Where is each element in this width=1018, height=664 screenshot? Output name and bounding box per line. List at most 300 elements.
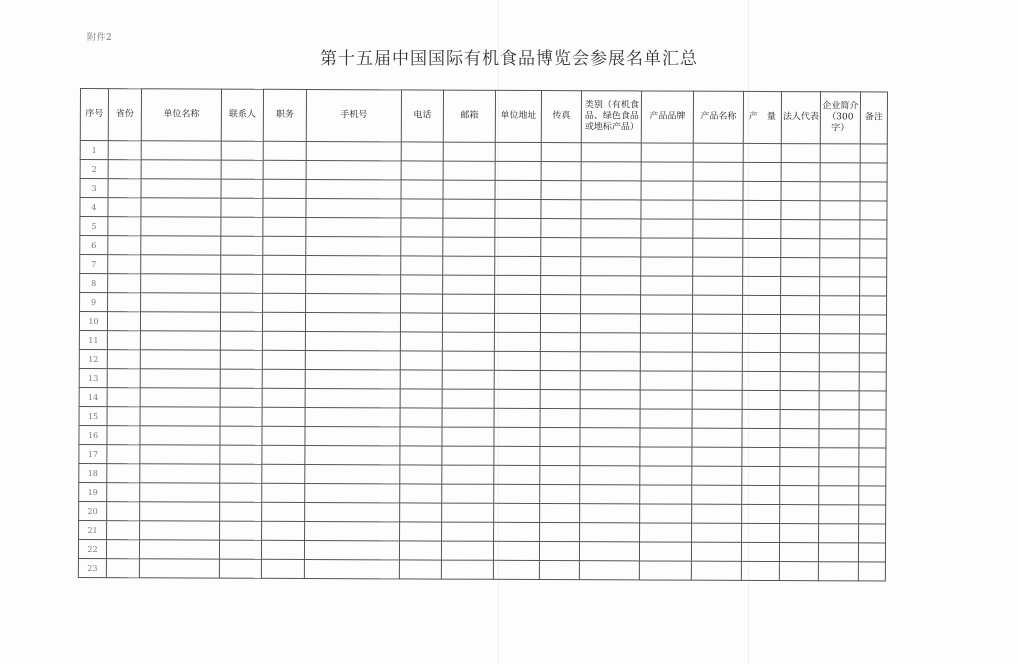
empty-cell <box>693 219 743 238</box>
empty-cell <box>693 162 743 181</box>
empty-cell <box>743 162 781 181</box>
empty-cell <box>580 371 640 390</box>
empty-cell <box>108 217 141 236</box>
empty-cell <box>742 314 780 333</box>
empty-cell <box>262 388 305 407</box>
empty-cell <box>221 293 263 312</box>
empty-cell <box>443 256 495 275</box>
empty-cell <box>305 483 400 502</box>
empty-cell <box>743 238 781 257</box>
empty-cell <box>640 428 692 447</box>
empty-cell <box>107 369 140 388</box>
empty-cell <box>140 331 220 350</box>
empty-cell <box>494 351 540 370</box>
empty-cell <box>305 445 400 464</box>
empty-cell <box>820 163 860 182</box>
empty-cell <box>305 502 400 521</box>
empty-cell <box>692 485 742 504</box>
empty-cell <box>540 428 580 447</box>
empty-cell <box>263 217 306 236</box>
empty-cell <box>693 238 743 257</box>
empty-cell <box>262 521 305 540</box>
empty-cell <box>859 334 886 353</box>
row-number-cell: 20 <box>79 501 107 520</box>
header-cell: 手机号 <box>306 89 401 141</box>
empty-cell <box>818 562 858 581</box>
empty-cell <box>743 257 781 276</box>
empty-cell <box>692 333 742 352</box>
empty-cell <box>107 464 140 483</box>
empty-cell <box>494 389 540 408</box>
header-cell: 单位名称 <box>141 89 221 141</box>
empty-cell <box>580 447 640 466</box>
empty-cell <box>743 219 781 238</box>
empty-cell <box>400 465 442 484</box>
empty-cell <box>263 198 306 217</box>
empty-cell <box>539 561 579 580</box>
empty-cell <box>305 407 400 426</box>
row-number-cell: 1 <box>80 141 108 160</box>
empty-cell <box>540 485 580 504</box>
empty-cell <box>263 255 306 274</box>
empty-cell <box>581 276 641 295</box>
empty-cell <box>400 389 442 408</box>
empty-cell <box>494 522 540 541</box>
empty-cell <box>219 540 261 559</box>
empty-cell <box>641 181 693 200</box>
empty-cell <box>305 369 400 388</box>
empty-cell <box>540 390 580 409</box>
empty-cell <box>107 331 140 350</box>
empty-cell <box>401 256 443 275</box>
empty-cell <box>819 353 859 372</box>
empty-cell <box>820 201 860 220</box>
empty-cell <box>141 160 221 179</box>
empty-cell <box>304 559 399 578</box>
row-number-cell: 5 <box>80 217 108 236</box>
empty-cell <box>541 238 581 257</box>
empty-cell <box>400 446 442 465</box>
empty-cell <box>780 505 819 524</box>
empty-cell <box>141 141 221 160</box>
empty-cell <box>442 408 494 427</box>
empty-cell <box>741 561 779 580</box>
empty-cell <box>220 369 262 388</box>
empty-cell <box>640 333 692 352</box>
header-cell: 企业简介（300字） <box>820 92 860 144</box>
empty-cell <box>692 390 742 409</box>
empty-cell <box>693 200 743 219</box>
empty-cell <box>539 542 579 561</box>
empty-cell <box>400 408 442 427</box>
empty-cell <box>141 255 221 274</box>
header-cell: 联系人 <box>221 89 263 141</box>
empty-cell <box>860 296 887 315</box>
empty-cell <box>819 448 859 467</box>
row-number-cell: 3 <box>80 179 108 198</box>
attachment-label: 附件2 <box>87 33 113 43</box>
empty-cell <box>639 561 691 580</box>
empty-cell <box>540 523 580 542</box>
empty-cell <box>141 236 221 255</box>
exhibitor-roster-table <box>78 88 888 582</box>
empty-cell <box>495 161 541 180</box>
empty-cell <box>693 257 743 276</box>
empty-cell <box>262 407 305 426</box>
empty-cell <box>819 429 859 448</box>
empty-cell <box>742 523 780 542</box>
empty-cell <box>640 523 692 542</box>
empty-cell <box>780 448 819 467</box>
empty-cell <box>640 466 692 485</box>
table-header-row <box>80 89 887 145</box>
empty-cell <box>580 409 640 428</box>
empty-cell <box>400 332 442 351</box>
row-number-cell: 8 <box>80 274 108 293</box>
empty-cell <box>781 296 820 315</box>
empty-cell <box>580 466 640 485</box>
empty-cell <box>581 219 641 238</box>
empty-cell <box>108 274 141 293</box>
empty-cell <box>541 257 581 276</box>
empty-cell <box>306 274 401 293</box>
empty-cell <box>262 483 305 502</box>
empty-cell <box>640 352 692 371</box>
empty-cell <box>780 391 819 410</box>
empty-cell <box>305 426 400 445</box>
empty-cell <box>443 294 495 313</box>
empty-cell <box>640 447 692 466</box>
empty-cell <box>743 200 781 219</box>
empty-cell <box>108 141 141 160</box>
empty-cell <box>641 276 693 295</box>
empty-cell <box>399 560 441 579</box>
table-row <box>78 558 885 581</box>
row-number-cell: 4 <box>80 198 108 217</box>
empty-cell <box>781 220 820 239</box>
empty-cell <box>819 315 859 334</box>
empty-cell <box>743 181 781 200</box>
empty-cell <box>494 408 540 427</box>
empty-cell <box>819 486 859 505</box>
empty-cell <box>220 331 262 350</box>
empty-cell <box>743 143 781 162</box>
empty-cell <box>580 523 640 542</box>
empty-cell <box>581 257 641 276</box>
empty-cell <box>106 540 139 559</box>
empty-cell <box>141 198 221 217</box>
empty-cell <box>540 409 580 428</box>
empty-cell <box>442 446 494 465</box>
empty-cell <box>442 465 494 484</box>
empty-cell <box>108 179 141 198</box>
empty-cell <box>780 315 819 334</box>
empty-cell <box>220 407 262 426</box>
empty-cell <box>860 277 887 296</box>
empty-cell <box>261 559 304 578</box>
empty-cell <box>540 333 580 352</box>
empty-cell <box>860 163 887 182</box>
empty-cell <box>780 467 819 486</box>
empty-cell <box>780 410 819 429</box>
empty-cell <box>692 314 742 333</box>
empty-cell <box>859 372 886 391</box>
document-title: 第十五届中国国际有机食品博览会参展名单汇总 <box>320 49 698 69</box>
empty-cell <box>495 180 541 199</box>
empty-cell <box>401 218 443 237</box>
empty-cell <box>859 410 886 429</box>
empty-cell <box>494 503 540 522</box>
empty-cell <box>692 447 742 466</box>
empty-cell <box>305 312 400 331</box>
row-number-cell: 7 <box>80 255 108 274</box>
empty-cell <box>819 372 859 391</box>
empty-cell <box>541 219 581 238</box>
empty-cell <box>742 428 780 447</box>
empty-cell <box>581 295 641 314</box>
empty-cell <box>107 312 140 331</box>
empty-cell <box>780 429 819 448</box>
empty-cell <box>641 238 693 257</box>
empty-cell <box>107 388 140 407</box>
empty-cell <box>579 542 639 561</box>
empty-cell <box>859 486 886 505</box>
empty-cell <box>780 334 819 353</box>
empty-cell <box>443 142 495 161</box>
empty-cell <box>442 427 494 446</box>
empty-cell <box>141 274 221 293</box>
empty-cell <box>442 351 494 370</box>
empty-cell <box>400 351 442 370</box>
empty-cell <box>541 200 581 219</box>
empty-cell <box>262 464 305 483</box>
empty-cell <box>401 142 443 161</box>
empty-cell <box>140 483 220 502</box>
empty-cell <box>640 371 692 390</box>
empty-cell <box>581 162 641 181</box>
empty-cell <box>742 333 780 352</box>
empty-cell <box>860 182 887 201</box>
empty-cell <box>221 217 263 236</box>
row-number-cell: 11 <box>79 330 107 349</box>
empty-cell <box>401 237 443 256</box>
empty-cell <box>220 445 262 464</box>
empty-cell <box>220 312 262 331</box>
empty-cell <box>220 350 262 369</box>
empty-cell <box>641 162 693 181</box>
empty-cell <box>742 409 780 428</box>
empty-cell <box>494 484 540 503</box>
empty-cell <box>494 465 540 484</box>
header-cell: 产品品牌 <box>641 91 693 143</box>
empty-cell <box>640 314 692 333</box>
empty-cell <box>400 427 442 446</box>
empty-cell <box>107 445 140 464</box>
empty-cell <box>443 237 495 256</box>
empty-cell <box>820 277 860 296</box>
empty-cell <box>494 370 540 389</box>
empty-cell <box>221 160 263 179</box>
empty-cell <box>305 388 400 407</box>
empty-cell <box>495 218 541 237</box>
empty-cell <box>743 295 781 314</box>
empty-cell <box>442 503 494 522</box>
empty-cell <box>443 199 495 218</box>
empty-cell <box>305 350 400 369</box>
empty-cell <box>541 181 581 200</box>
empty-cell <box>262 426 305 445</box>
empty-cell <box>781 258 820 277</box>
empty-cell <box>306 141 401 160</box>
empty-cell <box>140 312 220 331</box>
empty-cell <box>859 448 886 467</box>
empty-cell <box>495 256 541 275</box>
empty-cell <box>742 504 780 523</box>
empty-cell <box>494 446 540 465</box>
empty-cell <box>692 504 742 523</box>
empty-cell <box>220 426 262 445</box>
empty-cell <box>400 484 442 503</box>
row-number-cell: 15 <box>79 406 107 425</box>
header-cell: 备注 <box>860 92 887 144</box>
empty-cell <box>541 295 581 314</box>
empty-cell <box>221 236 263 255</box>
empty-cell <box>442 313 494 332</box>
row-number-cell: 23 <box>78 558 106 577</box>
empty-cell <box>305 331 400 350</box>
empty-cell <box>108 198 141 217</box>
empty-cell <box>692 523 742 542</box>
empty-cell <box>262 331 305 350</box>
empty-cell <box>443 218 495 237</box>
empty-cell <box>443 275 495 294</box>
empty-cell <box>860 220 887 239</box>
empty-cell <box>541 143 581 162</box>
table-body <box>78 141 887 582</box>
empty-cell <box>741 542 779 561</box>
empty-cell <box>859 505 886 524</box>
empty-cell <box>819 334 859 353</box>
empty-cell <box>820 296 860 315</box>
empty-cell <box>691 542 741 561</box>
empty-cell <box>742 447 780 466</box>
empty-cell <box>858 562 885 581</box>
empty-cell <box>400 522 442 541</box>
empty-cell <box>219 559 261 578</box>
empty-cell <box>580 428 640 447</box>
empty-cell <box>263 293 306 312</box>
empty-cell <box>580 485 640 504</box>
header-cell: 省份 <box>108 89 141 141</box>
empty-cell <box>493 560 539 579</box>
empty-cell <box>640 485 692 504</box>
empty-cell <box>140 464 220 483</box>
header-cell: 序号 <box>80 89 108 141</box>
empty-cell <box>306 160 401 179</box>
empty-cell <box>641 200 693 219</box>
empty-cell <box>540 447 580 466</box>
header-cell: 法人代表 <box>781 92 820 144</box>
row-number-cell: 13 <box>79 368 107 387</box>
empty-cell <box>263 274 306 293</box>
empty-cell <box>306 293 401 312</box>
empty-cell <box>263 179 306 198</box>
empty-cell <box>401 180 443 199</box>
empty-cell <box>221 198 263 217</box>
empty-cell <box>442 484 494 503</box>
empty-cell <box>495 275 541 294</box>
empty-cell <box>442 370 494 389</box>
empty-cell <box>140 369 220 388</box>
empty-cell <box>306 236 401 255</box>
empty-cell <box>262 350 305 369</box>
empty-cell <box>443 180 495 199</box>
empty-cell <box>692 409 742 428</box>
empty-cell <box>580 504 640 523</box>
empty-cell <box>640 390 692 409</box>
empty-cell <box>540 504 580 523</box>
empty-cell <box>692 466 742 485</box>
empty-cell <box>641 257 693 276</box>
empty-cell <box>781 201 820 220</box>
empty-cell <box>221 255 263 274</box>
empty-cell <box>780 353 819 372</box>
empty-cell <box>401 199 443 218</box>
header-cell: 单位地址 <box>495 90 541 142</box>
empty-cell <box>108 160 141 179</box>
empty-cell <box>401 294 443 313</box>
empty-cell <box>263 160 306 179</box>
empty-cell <box>493 541 539 560</box>
empty-cell <box>819 467 859 486</box>
empty-cell <box>220 521 262 540</box>
empty-cell <box>305 521 400 540</box>
empty-cell <box>742 466 780 485</box>
empty-cell <box>107 350 140 369</box>
empty-cell <box>580 314 640 333</box>
empty-cell <box>107 407 140 426</box>
empty-cell <box>400 370 442 389</box>
empty-cell <box>107 483 140 502</box>
empty-cell <box>495 199 541 218</box>
empty-cell <box>780 524 819 543</box>
empty-cell <box>819 410 859 429</box>
empty-cell <box>141 179 221 198</box>
empty-cell <box>860 144 887 163</box>
empty-cell <box>581 238 641 257</box>
empty-cell <box>262 312 305 331</box>
empty-cell <box>742 352 780 371</box>
empty-cell <box>495 142 541 161</box>
empty-cell <box>779 543 818 562</box>
empty-cell <box>108 236 141 255</box>
row-number-cell: 12 <box>79 349 107 368</box>
empty-cell <box>140 521 220 540</box>
empty-cell <box>220 464 262 483</box>
empty-cell <box>441 560 493 579</box>
empty-cell <box>262 502 305 521</box>
empty-cell <box>692 371 742 390</box>
empty-cell <box>742 485 780 504</box>
row-number-cell: 2 <box>80 160 108 179</box>
empty-cell <box>140 445 220 464</box>
empty-cell <box>581 181 641 200</box>
empty-cell <box>220 388 262 407</box>
empty-cell <box>306 217 401 236</box>
empty-cell <box>641 219 693 238</box>
row-number-cell: 22 <box>78 539 106 558</box>
empty-cell <box>401 275 443 294</box>
